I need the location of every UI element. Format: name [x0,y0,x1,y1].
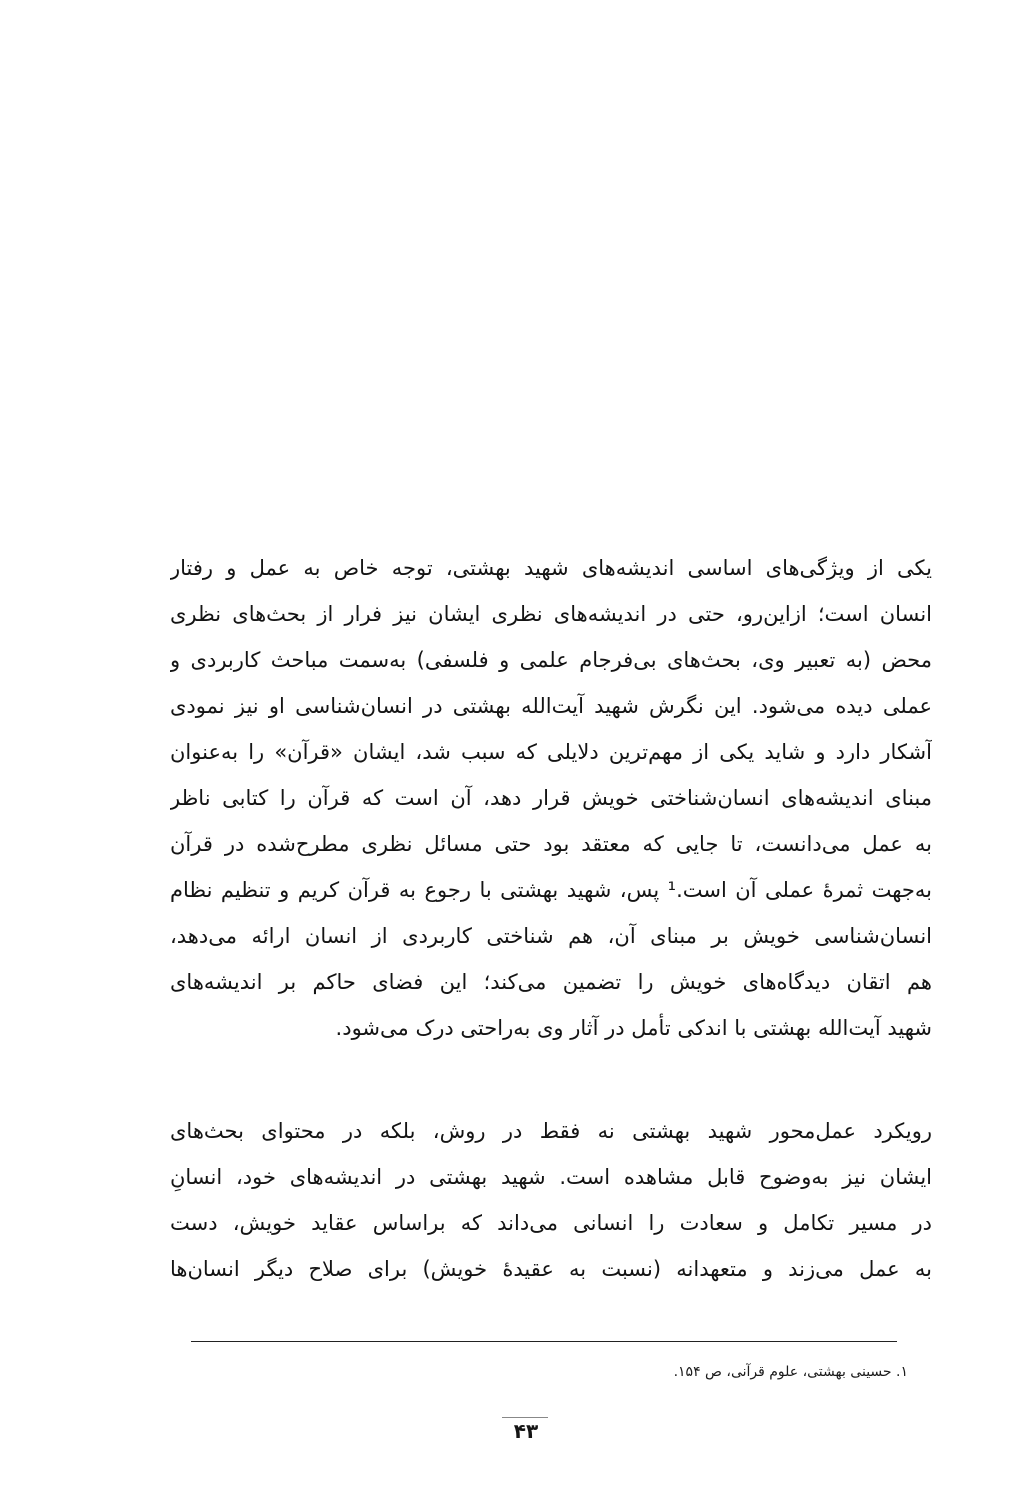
paragraph-2 [170,1108,932,1292]
text-line: انسان‌شناسی خویش بر مبنای آن، هم شناختی کاربردی از انسان ارائه می‌دهد، [170,924,932,948]
footnote-divider [191,1341,897,1342]
text-line: انسان است؛ ازاین‌رو، حتی در اندیشه‌های نظری ایشان نیز فرار از بحث‌های نظری [170,602,932,626]
text-line: ایشان نیز به‌وضوح قابل مشاهده است. شهید بهشتی در اندیشه‌های خود، انسانِ [170,1165,932,1189]
text-line: شهید آیت‌الله بهشتی با اندکی تأمل در آثار وی به‌راحتی درک می‌شود. [335,1016,932,1040]
text-line: به‌جهت ثمرهٔ عملی آن است.¹ پس، شهید بهشتی با رجوع به قرآن کریم و تنظیم نظام [170,878,932,902]
text-line: به عمل می‌دانست، تا جایی که معتقد بود حتی مسائل نظری مطرح‌شده در قرآن [170,832,932,856]
paragraph-1 [170,545,932,1051]
text-line: مبنای اندیشه‌های انسان‌شناختی خویش قرار دهد، آن است که قرآن را کتابی ناظر [170,786,932,810]
text-line: در مسیر تکامل و سعادت را انسانی می‌داند که براساس عقاید خویش، دست [170,1211,932,1235]
text-line: محض (به تعبیر وی، بحث‌های بی‌فرجام علمی و فلسفی) به‌سمت مباحث کاربردی و [170,648,932,672]
text-line: رویکرد عمل‌محور شهید بهشتی نه فقط در روش، بلکه در محتوای بحث‌های [170,1119,932,1143]
page-number: ۴۳ [513,1419,539,1443]
text-line: عملی دیده می‌شود. این نگرش شهید آیت‌الله بهشتی در انسان‌شناسی او نیز نمودی [170,694,932,718]
footnote: ۱. حسینی بهشتی، علوم قرآنی، ص ۱۵۴. [673,1364,908,1380]
text-line: آشکار دارد و شاید یکی از مهم‌ترین دلایلی که سبب شد، ایشان «قرآن» را به‌عنوان [170,740,932,764]
text-line: یکی از ویژگی‌های اساسی اندیشه‌های شهید بهشتی، توجه خاص به عمل و رفتار [170,556,932,580]
text-line: به عمل می‌زند و متعهدانه (نسبت به عقیدهٔ خویش) برای صلاح دیگر انسان‌ها [170,1257,932,1281]
text-line: هم اتقان دیدگاه‌های خویش را تضمین می‌کند؛ این فضای حاکم بر اندیشه‌های [170,970,932,994]
